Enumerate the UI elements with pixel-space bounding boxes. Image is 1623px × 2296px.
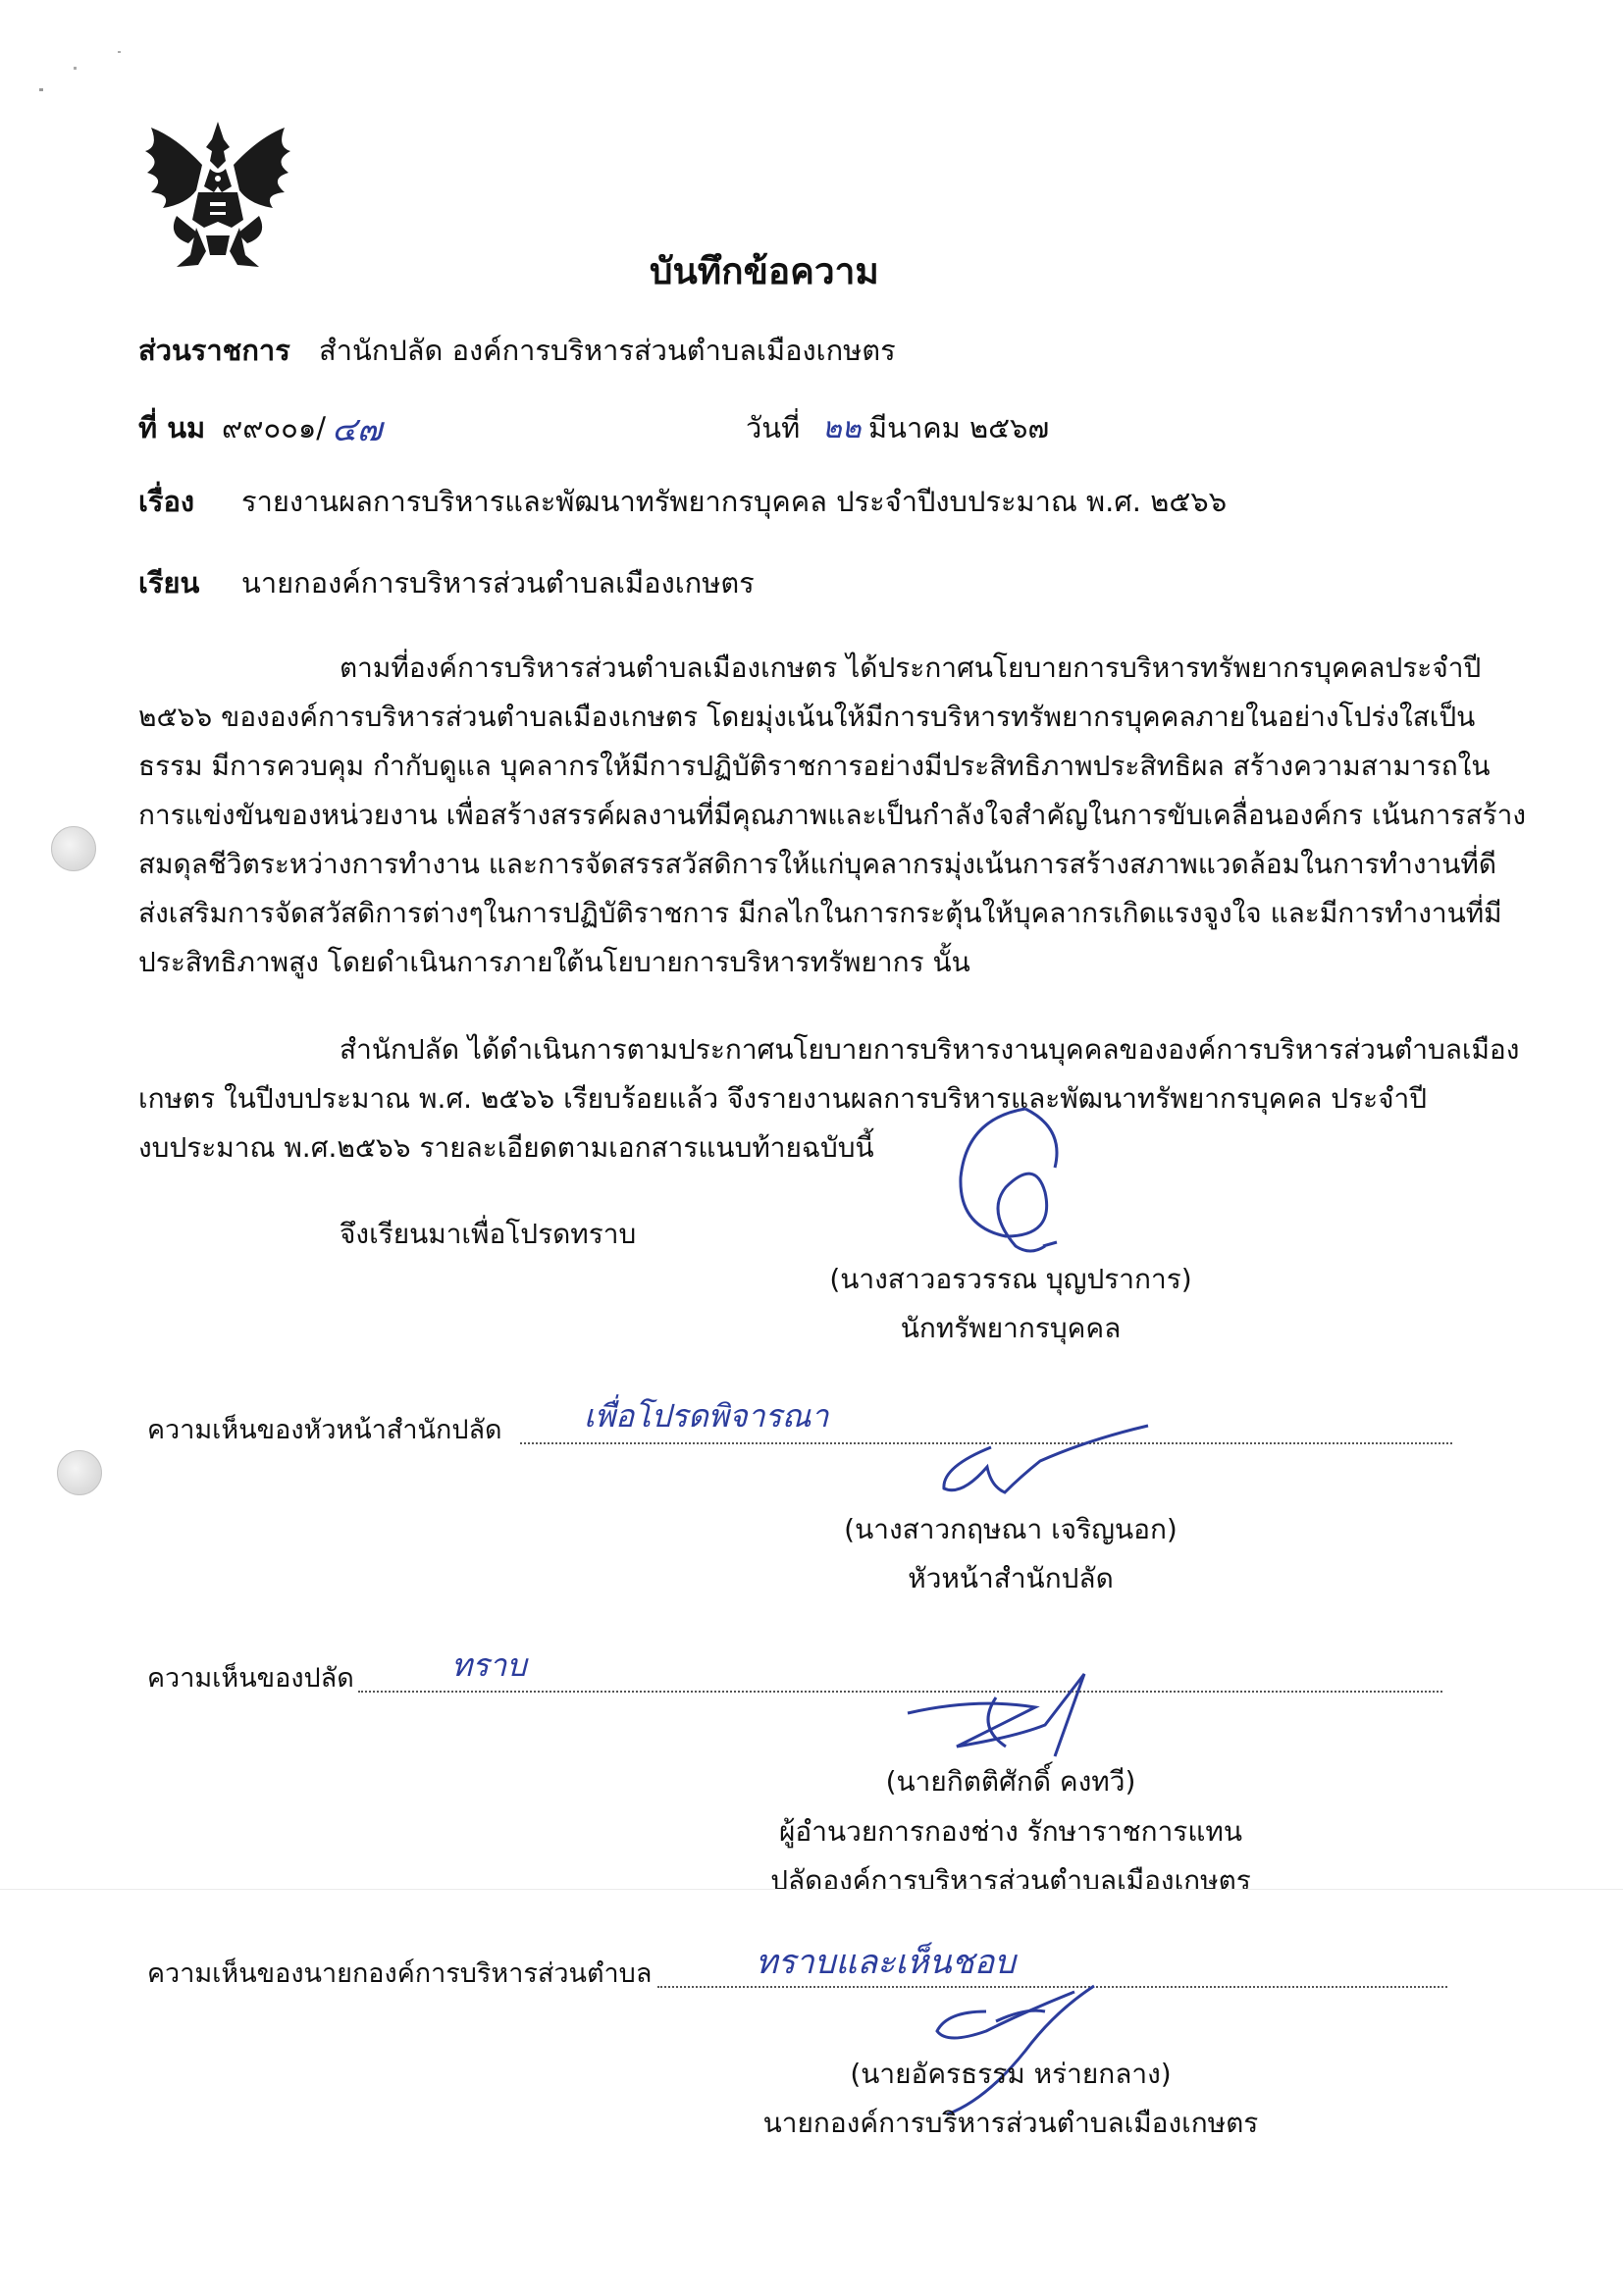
garuda-emblem	[137, 118, 299, 275]
paragraph-line: ตามที่องค์การบริหารส่วนตำบลเมืองเกษตร ได้ประกาศนโยบายการบริหารทรัพยากรบุคคลประจำปี	[340, 652, 1482, 684]
signer-1-position: นักทรัพยากรบุคคล	[900, 1312, 1122, 1344]
paragraph-line: ธรรม มีการควบคุม กำกับดูแล บุคลากรให้มีการปฏิบัติราชการอย่างมีประสิทธิภาพประสิทธิผล สร้างความสามารถใน	[138, 750, 1491, 782]
signature-1	[947, 1099, 1094, 1271]
signer-2-name: (นางสาวกฤษณา เจริญนอก)	[844, 1513, 1178, 1545]
scan-speck	[118, 51, 121, 53]
body-paragraph-2	[138, 1025, 1520, 1173]
to-label: เรียน	[138, 566, 200, 600]
signature-4	[878, 1972, 1133, 2119]
ref-label: ที่ นม	[138, 411, 206, 444]
paragraph-line: เกษตร ในปีงบประมาณ พ.ศ. ๒๕๖๖ เรียบร้อยแล้ว จึงรายงานผลการบริหารและพัฒนาทรัพยากรบุคคล ประจำปี	[138, 1082, 1428, 1115]
subject-label: เรื่อง	[138, 485, 195, 518]
ref-handwritten: ๔๗	[332, 410, 383, 449]
opinion-3-handwritten: ทราบและเห็นชอบ	[756, 1943, 1016, 1982]
signer-4-position: นายกองค์การบริหารส่วนตำบลเมืองเกษตร	[762, 2107, 1259, 2139]
signer-4-name: (นายอัครธรรม หร่ายกลาง)	[850, 2058, 1172, 2090]
subject-value: รายงานผลการบริหารและพัฒนาทรัพยากรบุคคล ประจำปีงบประมาณ พ.ศ. ๒๕๖๖	[241, 485, 1228, 518]
punch-hole	[51, 826, 96, 871]
signer-1-name: (นางสาวอรวรรณ บุญปราการ)	[829, 1263, 1192, 1295]
paragraph-line: สำนักปลัด ได้ดำเนินการตามประกาศนโยบายการบริหารงานบุคคลขององค์การบริหารส่วนตำบลเมือง	[340, 1033, 1520, 1066]
scan-speck	[74, 67, 77, 70]
paragraph-line: งบประมาณ พ.ศ.๒๕๖๖ รายละเอียดตามเอกสารแนบท้ายฉบับนี้	[138, 1131, 874, 1164]
paragraph-line: การแข่งขันของหน่วยงาน เพื่อสร้างสรรค์ผลงานที่มีคุณภาพและเป็นกำลังใจสำคัญในการขับเคลื่อนองค์กร เน้นการสร้าง	[138, 799, 1527, 831]
punch-hole	[57, 1450, 102, 1495]
agency-label: ส่วนราชการ	[138, 334, 290, 367]
ref-value: ๙๙๐๐๑/	[222, 411, 327, 444]
closing-line: จึงเรียนมาเพื่อโปรดทราบ	[340, 1218, 637, 1250]
opinion-2-label: ความเห็นของปลัด	[147, 1663, 354, 1694]
opinion-1-handwritten: เพื่อโปรดพิจารณา	[584, 1397, 829, 1435]
signer-2-position: หัวหน้าสำนักปลัด	[908, 1562, 1114, 1594]
signer-3-position-1: ผู้อำนวยการกองช่าง รักษาราชการแทน	[779, 1815, 1242, 1848]
opinion-3-label: ความเห็นของนายกองค์การบริหารส่วนตำบล	[147, 1958, 653, 1989]
to-value: นายกองค์การบริหารส่วนตำบลเมืองเกษตร	[241, 566, 755, 600]
date-value: มีนาคม ๒๕๖๗	[868, 411, 1050, 444]
paragraph-line: สมดุลชีวิตระหว่างการทำงาน และการจัดสรรสวัสดิการให้แก่บุคลากรมุ่งเน้นการสร้างสภาพแวดล้อมในการทำงานที่ดี	[138, 848, 1497, 880]
document-title: บันทึกข้อความ	[650, 250, 879, 292]
paragraph-line: ๒๕๖๖ ขององค์การบริหารส่วนตำบลเมืองเกษตร โดยมุ่งเน้นให้มีการบริหารทรัพยากรบุคคลภายในอย่างโปร่งใสเป็น	[138, 701, 1476, 733]
signature-3	[888, 1668, 1104, 1766]
agency-value: สำนักปลัด องค์การบริหารส่วนตำบลเมืองเกษตร	[319, 334, 896, 367]
date-handwritten: ๒๒	[822, 411, 862, 445]
signer-3-name: (นายกิตติศักดิ์ คงทวี)	[885, 1765, 1136, 1798]
body-paragraph-1	[138, 644, 1527, 987]
paragraph-line: ประสิทธิภาพสูง โดยดำเนินการภายใต้นโยบายการบริหารทรัพยากร นั้น	[138, 946, 970, 978]
scan-fold-line	[0, 1889, 1623, 1890]
signer-3-position-2: ปลัดองค์การบริหารส่วนตำบลเมืองเกษตร	[770, 1864, 1251, 1897]
scan-speck	[39, 88, 43, 91]
opinion-1-label: ความเห็นของหัวหน้าสำนักปลัด	[147, 1415, 502, 1445]
opinion-2-handwritten: ทราบ	[451, 1646, 527, 1684]
paragraph-line: ส่งเสริมการจัดสวัสดิการต่างๆในการปฏิบัติราชการ มีกลไกในการกระตุ้นให้บุคลากรเกิดแรงจูงใจ และมีการทำงานที่มี	[138, 897, 1502, 929]
date-label: วันที่	[746, 411, 801, 444]
signature-2	[932, 1418, 1158, 1501]
